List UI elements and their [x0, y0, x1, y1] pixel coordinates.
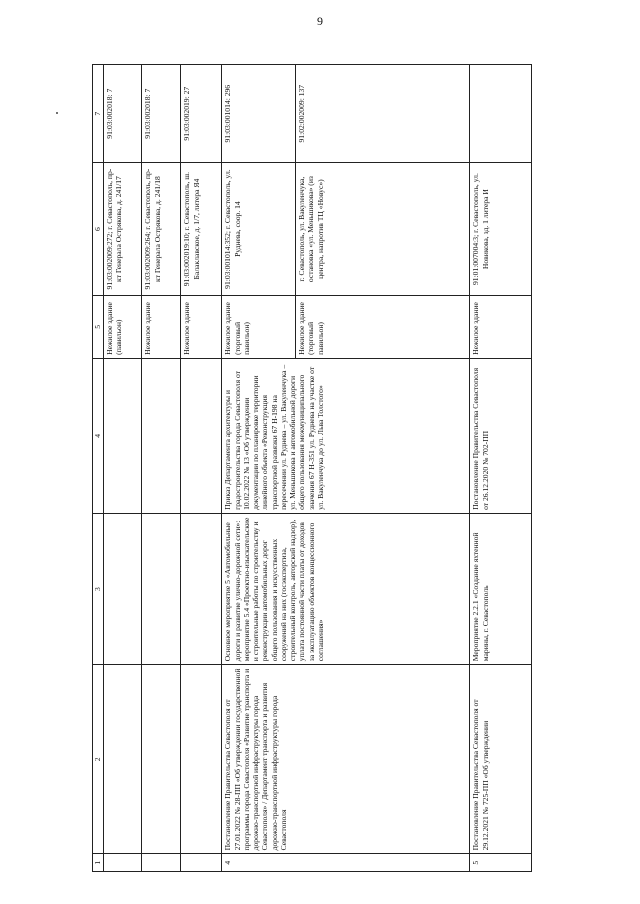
document-table-wrapper	[92, 64, 532, 872]
object-type-cell: Нежилое здание	[470, 295, 532, 358]
cadastral-cell: 91:02:002009: 137	[296, 65, 470, 163]
program-cell	[142, 665, 181, 854]
activity-cell	[181, 513, 222, 664]
row-number	[181, 854, 222, 872]
activity-cell	[103, 513, 142, 664]
header-cell-3: 3	[93, 513, 104, 664]
header-cell-4: 4	[93, 358, 104, 513]
document-cell	[103, 358, 142, 513]
cadastral-cell: 91:03:002018: 7	[142, 65, 181, 163]
property-table	[92, 64, 532, 872]
program-cell	[103, 665, 142, 854]
document-cell	[142, 358, 181, 513]
activity-cell	[142, 513, 181, 664]
address-cell: 91:03:001014:352; г. Севастополь, ул. Руднева, соор. 14	[222, 163, 296, 295]
table-row	[470, 65, 532, 872]
object-type-cell: Нежилое здание	[181, 295, 222, 358]
row-number	[142, 854, 181, 872]
page-number: 9	[317, 14, 323, 28]
header-cell-1: 1	[93, 854, 104, 872]
row-number: 5	[470, 854, 532, 872]
address-cell: 91:03:002009:272; г. Севастополь, пр-кт Генерала Острякова, д. 241/17	[103, 163, 142, 295]
scan-speck	[56, 112, 58, 114]
header-cell-2: 2	[93, 665, 104, 854]
header-cell-5: 5	[93, 295, 104, 358]
object-type-cell: Нежилое здание (торговый павильон)	[222, 295, 296, 358]
row-number	[103, 854, 142, 872]
address-cell: г. Севастополь, ул. Вакуленчука, остановка «ул. Меньшикова» (из центра, напротив ТЦ «Новус»)	[296, 163, 470, 295]
program-cell: Постановление Правительства Севастополя от 29.12.2021 № 725-ПП «Об утверждении	[470, 665, 532, 854]
document-cell: Постановление Правительства Севастополя от 26.12.2020 № 702-ПП	[470, 358, 532, 513]
header-cell-7: 7	[93, 65, 104, 163]
document-cell: Приказ Департамента архитектуры и градостроительства города Севастополя от 10.02.2022 № 13 «Об утверждении документации по планировке территории линейного объекта «Реконструкция транспортной развязки 67 Н-198 на пересечении ул. Руднева – ул. Вакуленчука – ул. Меньшикова и автомобильной дороги общего пользования межмуниципального значения 67 Н-351 ул. Руднева на участке от ул. Вакуленчука до ул. Льва Толстого»	[222, 358, 470, 513]
object-type-cell: Нежилое здание (павильон)	[103, 295, 142, 358]
rotated-table-container	[92, 64, 532, 872]
table-row	[181, 65, 222, 872]
table-row	[222, 65, 296, 872]
cadastral-cell: 91:03:002019: 27	[181, 65, 222, 163]
program-cell: Постановление Правительства Севастополя от 27.01.2022 № 28-ПП «Об утверждении государственной программы города Севастополя «Развитие транспорта и дорожно-транспортной инфраструктуры города Севастополя» / Департамент транспорта и развития дорожно-транспортной инфраструктуры города Севастополя	[222, 665, 470, 854]
table-row	[142, 65, 181, 872]
header-cell-6: 6	[93, 163, 104, 295]
address-cell: 91:03:002019:10; г. Севастополь, ш. Балаклавское, д. 1/7, литера Я4	[181, 163, 222, 295]
document-cell	[181, 358, 222, 513]
object-type-cell: Нежилое здание (торговый павильон)	[296, 295, 470, 358]
address-cell: 91:03:002009:264; г. Севастополь, пр-кт Генерала Острякова, д. 241/18	[142, 163, 181, 295]
header-row	[93, 65, 104, 872]
program-cell	[181, 665, 222, 854]
activity-cell: Мероприятие 2.2.1 «Создание яхтенной марины, г. Севастополь	[470, 513, 532, 664]
table-row	[103, 65, 142, 872]
row-number: 4	[222, 854, 470, 872]
address-cell: 91:01:007004:3; г. Севастополь, ул. Новикова, зд. 1 литера И	[470, 163, 532, 295]
cadastral-cell	[470, 65, 532, 163]
cadastral-cell: 91:03:001014: 296	[222, 65, 296, 163]
activity-cell: Основное мероприятие 5 «Автомобильные дороги и развитие улично-дорожной сети»: мероприятие 5.4 «Проектно-изыскательские и строительные работы по строительству и реконструкции автомобильных дорог общего пользования и искусственных сооружений на них (госэкспертиза, строительный контроль, авторский надзор), уплата постоянной части платы от доходов за эксплуатацию объектов концессионного соглашения»	[222, 513, 470, 664]
cadastral-cell: 91:03:002018: 7	[103, 65, 142, 163]
object-type-cell: Нежилое здание	[142, 295, 181, 358]
